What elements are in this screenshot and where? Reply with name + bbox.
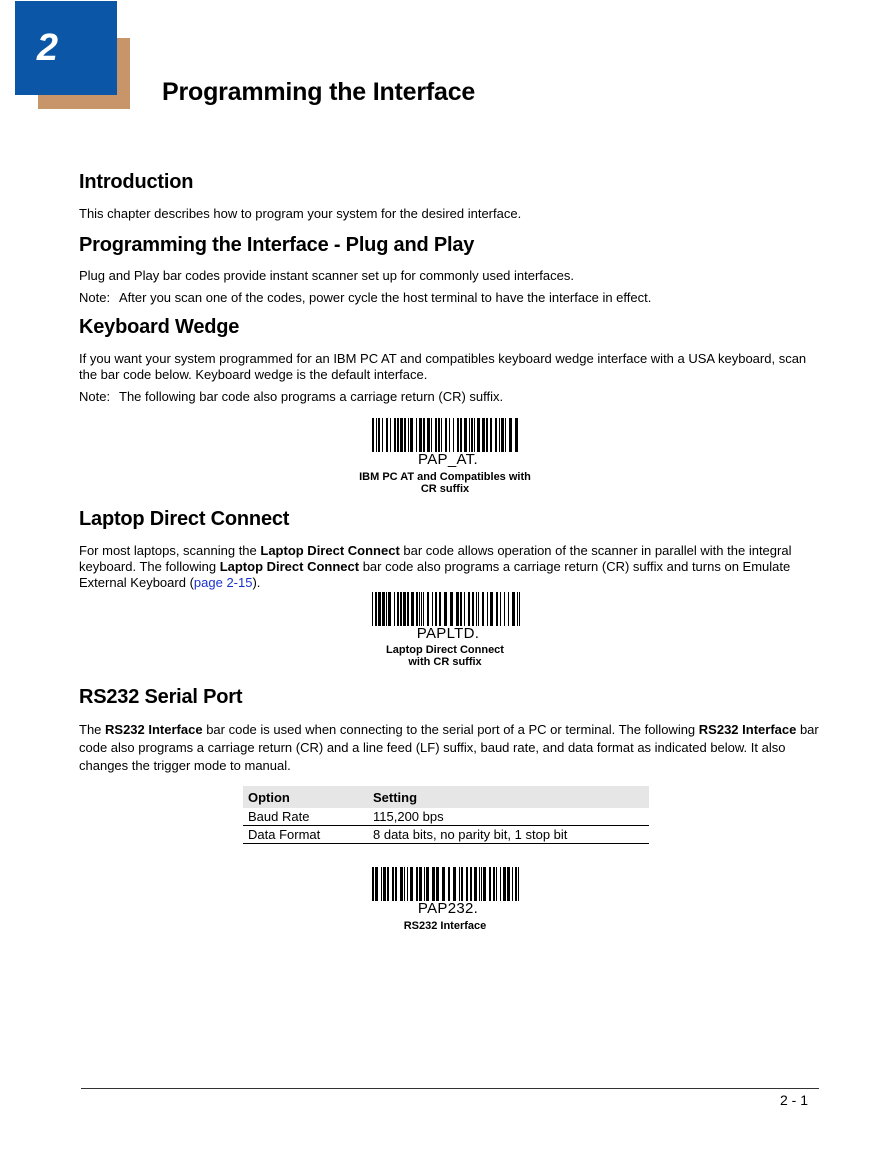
barcode-bar	[436, 867, 439, 901]
footer-rule	[81, 1088, 819, 1089]
barcode-bar	[474, 867, 477, 901]
barcode-text: PAP232.	[417, 900, 479, 917]
barcode-bar	[386, 418, 388, 452]
barcode-bar	[416, 592, 418, 626]
barcode-bar	[518, 867, 519, 901]
chapter-title: Programming the Interface	[162, 78, 476, 106]
barcode-bar	[394, 592, 395, 626]
barcode-bar	[427, 592, 429, 626]
barcode-bar	[503, 867, 506, 901]
caption-line: IBM PC AT and Compatibles with	[359, 471, 531, 483]
barcode-bar	[464, 592, 465, 626]
barcode-caption-papltd	[330, 644, 560, 668]
barcode-bar	[400, 867, 403, 901]
plug-note	[79, 290, 651, 306]
chapter-number: 2	[36, 26, 59, 69]
barcode-bar	[500, 592, 501, 626]
page-number: 2 - 1	[779, 1092, 808, 1108]
barcode-bar	[426, 867, 429, 901]
text-run: For most laptops, scanning the	[79, 543, 261, 558]
barcode-bar	[383, 867, 386, 901]
barcode-bar	[512, 867, 513, 901]
table-cell: 115,200 bps	[368, 808, 649, 826]
barcode-bar	[432, 592, 433, 626]
barcode-bar	[407, 592, 409, 626]
barcode-bar	[496, 867, 497, 901]
barcode-bar	[416, 418, 417, 452]
barcode-bar	[490, 418, 492, 452]
barcode-bar	[397, 418, 399, 452]
barcode-bar	[421, 592, 422, 626]
barcode-bar	[410, 418, 413, 452]
barcode-bar	[423, 418, 425, 452]
barcode-bar	[449, 418, 450, 452]
barcode-bar	[375, 592, 377, 626]
caption-line: Laptop Direct Connect	[386, 644, 504, 656]
barcode-bar	[372, 867, 374, 901]
barcode-bar	[424, 867, 425, 901]
column-header: Setting	[368, 786, 649, 808]
barcode-bar	[519, 592, 520, 626]
barcode-bar	[471, 418, 473, 452]
barcode-bar	[400, 592, 402, 626]
barcode-bar	[419, 867, 422, 901]
barcode-bar	[382, 418, 383, 452]
barcode-text: PAPLTD.	[416, 625, 480, 642]
barcode-bar	[470, 867, 472, 901]
heading-laptop-direct-connect: Laptop Direct Connect	[79, 508, 290, 530]
note-text: The following bar code also programs a carriage return (CR) suffix.	[119, 389, 504, 404]
barcode-bar	[461, 867, 463, 901]
barcode-bar	[453, 418, 454, 452]
caption-line: CR suffix	[420, 483, 470, 495]
page-link[interactable]: page 2-15	[193, 575, 253, 590]
barcode-bar	[496, 592, 498, 626]
barcode-pap-at	[368, 418, 528, 468]
barcode-bar	[469, 418, 470, 452]
barcode-bar	[416, 867, 418, 901]
plug-text: Plug and Play bar codes provide instant scanner set up for commonly used interfaces.	[79, 268, 574, 283]
barcode-bar	[482, 592, 484, 626]
intro-text: This chapter describes how to program your system for the desired interface.	[79, 206, 522, 221]
barcode-bar	[493, 867, 495, 901]
text-run: bar code is used when connecting to the serial port of a PC or terminal. The following	[202, 722, 699, 737]
barcode-bar	[504, 592, 505, 626]
barcode-text: PAP_AT.	[418, 451, 478, 468]
barcode-bar	[505, 418, 506, 452]
barcode-bars	[368, 867, 528, 901]
barcode-bar	[372, 418, 374, 452]
table-cell: Baud Rate	[243, 808, 368, 826]
table-row	[243, 826, 649, 844]
barcode-bars	[368, 418, 528, 452]
heading-plug-and-play: Programming the Interface - Plug and Play	[79, 234, 475, 256]
barcode-bar	[477, 418, 480, 452]
barcode-bar	[482, 418, 485, 452]
barcode-bar	[419, 592, 420, 626]
text-run: ).	[252, 575, 261, 590]
barcode-bar	[407, 867, 408, 901]
barcode-bar	[403, 592, 406, 626]
heading-rs232: RS232 Serial Port	[79, 686, 243, 708]
barcode-bar	[508, 592, 509, 626]
barcode-bar	[512, 592, 515, 626]
barcode-bar	[382, 592, 385, 626]
column-header: Option	[243, 786, 368, 808]
note-label: Note:	[79, 389, 111, 404]
barcode-bar	[483, 867, 486, 901]
table-row	[243, 808, 649, 826]
barcode-bar	[460, 418, 462, 452]
barcode-bar	[468, 592, 470, 626]
barcode-bar	[448, 867, 450, 901]
barcode-bar	[376, 418, 377, 452]
barcode-pap232	[368, 867, 528, 917]
text-run: bar code allows operation of the scanner in parallel with the integral keyboard. The following	[79, 543, 792, 574]
barcode-bar	[444, 592, 447, 626]
barcode-bar	[474, 418, 475, 452]
barcode-bar	[408, 418, 409, 452]
heading-introduction: Introduction	[79, 171, 194, 193]
note-text: After you scan one of the codes, power cycle the host terminal to have the interface in effect.	[119, 290, 652, 305]
barcode-bar	[456, 592, 459, 626]
barcode-bar	[487, 592, 488, 626]
barcode-bar	[395, 867, 397, 901]
barcode-bar	[397, 592, 399, 626]
barcode-bar	[432, 867, 435, 901]
barcode-bar	[515, 418, 518, 452]
heading-keyboard-wedge: Keyboard Wedge	[79, 316, 240, 338]
table-header-row	[243, 786, 649, 808]
barcode-bar	[439, 592, 441, 626]
barcode-caption-pap232	[330, 920, 560, 932]
barcode-bar	[515, 867, 517, 901]
bold-term: RS232 Interface	[698, 722, 797, 737]
barcode-bar	[466, 867, 468, 901]
barcode-bar	[388, 592, 391, 626]
rs232-text	[79, 721, 819, 775]
barcode-bar	[501, 418, 504, 452]
wedge-note	[79, 389, 503, 405]
barcode-papltd	[368, 592, 528, 642]
barcode-bar	[457, 418, 459, 452]
barcode-bar	[441, 418, 442, 452]
caption-line: with CR suffix	[408, 656, 482, 668]
barcode-bar	[481, 867, 482, 901]
rs232-settings-table	[243, 786, 649, 844]
barcode-bar	[460, 592, 462, 626]
barcode-bar	[387, 867, 389, 901]
barcode-bar	[517, 592, 518, 626]
barcode-bar	[419, 418, 422, 452]
barcode-bar	[489, 867, 491, 901]
barcode-bar	[431, 418, 432, 452]
barcode-bars	[368, 592, 528, 626]
barcode-bar	[490, 592, 493, 626]
barcode-bar	[375, 867, 378, 901]
barcode-bar	[499, 418, 500, 452]
bold-term: Laptop Direct Connect	[260, 543, 400, 558]
barcode-bar	[386, 592, 387, 626]
table-cell: Data Format	[243, 826, 368, 844]
table-cell: 8 data bits, no parity bit, 1 stop bit	[368, 826, 649, 844]
barcode-bar	[472, 592, 474, 626]
barcode-bar	[427, 418, 430, 452]
barcode-bar	[410, 867, 413, 901]
barcode-bar	[381, 867, 382, 901]
barcode-caption-pap-at	[330, 471, 560, 495]
barcode-bar	[453, 867, 456, 901]
note-label: Note:	[79, 290, 111, 305]
barcode-bar	[372, 592, 373, 626]
barcode-bar	[404, 867, 405, 901]
text-run: bar code also programs a carriage return (CR) and a line feed (LF) suffix, baud rate, and data format as indicated below. It also changes the trigger mode to manual.	[79, 722, 819, 773]
bold-term: RS232 Interface	[105, 722, 203, 737]
barcode-bar	[411, 592, 414, 626]
barcode-bar	[509, 418, 512, 452]
barcode-bar	[486, 418, 488, 452]
barcode-bar	[442, 867, 445, 901]
barcode-bar	[423, 592, 424, 626]
caption-line: RS232 Interface	[403, 920, 487, 932]
text-run: bar code also programs a carriage return (CR) suffix and turns on Emulate External Keyboard (	[79, 559, 791, 590]
barcode-bar	[378, 418, 380, 452]
barcode-bar	[445, 418, 447, 452]
barcode-bar	[464, 418, 467, 452]
barcode-bar	[495, 418, 497, 452]
barcode-bar	[507, 867, 510, 901]
barcode-bar	[378, 592, 381, 626]
barcode-bar	[450, 592, 453, 626]
text-run: The	[79, 722, 106, 737]
barcode-bar	[392, 867, 394, 901]
laptop-text	[79, 543, 819, 591]
barcode-bar	[404, 418, 406, 452]
barcode-bar	[435, 592, 437, 626]
barcode-bar	[390, 418, 391, 452]
barcode-bar	[479, 867, 480, 901]
barcode-bar	[459, 867, 460, 901]
barcode-bar	[476, 592, 477, 626]
bold-term: Laptop Direct Connect	[219, 559, 360, 574]
barcode-bar	[435, 418, 437, 452]
barcode-bar	[394, 418, 396, 452]
barcode-bar	[500, 867, 501, 901]
wedge-text: If you want your system programmed for an IBM PC AT and compatibles keyboard wedge interface with a USA keyboard, scan the bar code below. Keyboard wedge is the default interface.	[79, 351, 807, 382]
barcode-bar	[400, 418, 403, 452]
barcode-bar	[478, 592, 479, 626]
barcode-bar	[438, 418, 440, 452]
